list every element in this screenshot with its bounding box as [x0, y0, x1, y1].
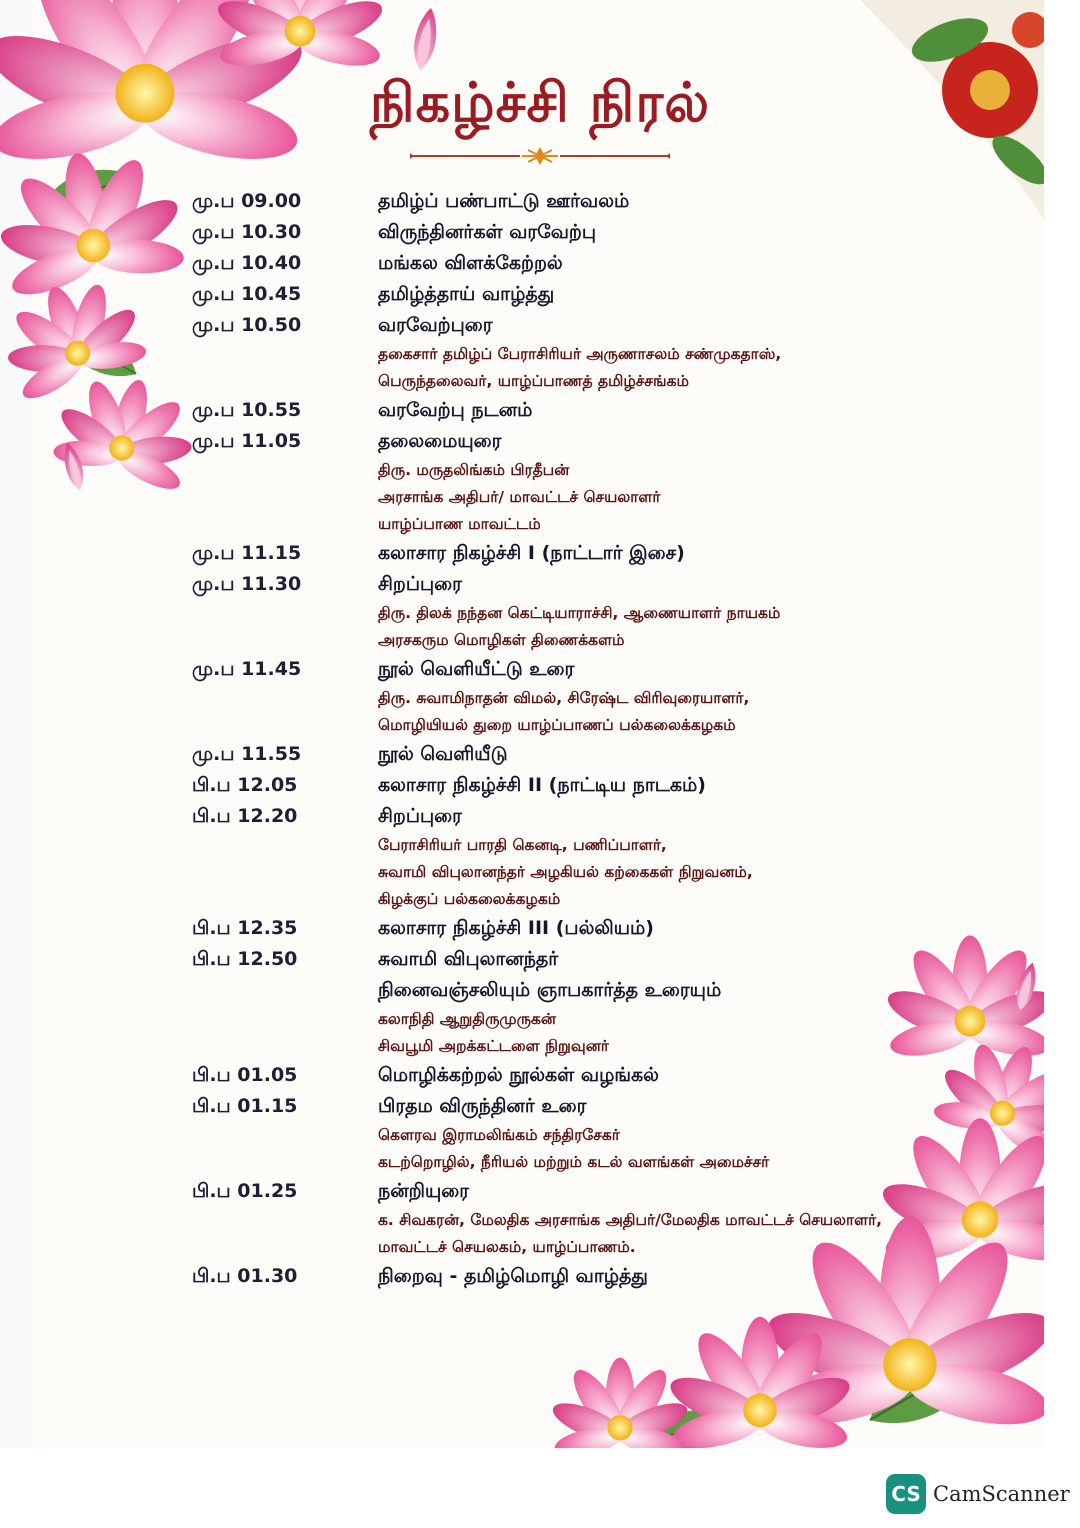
schedule-detail: கடற்றொழில், நீரியல் மற்றும் கடல் வளங்கள் அமைச்சர் — [378, 1153, 770, 1171]
schedule-row — [192, 310, 952, 395]
schedule-time: மு.ப 10.30 — [192, 221, 302, 243]
schedule-row — [192, 770, 952, 801]
schedule-content — [378, 1091, 952, 1176]
schedule-row — [192, 279, 952, 310]
schedule-row — [192, 1261, 952, 1292]
page-title: நிகழ்ச்சி நிரல் — [369, 70, 711, 134]
schedule-time: மு.ப 11.15 — [192, 542, 302, 564]
schedule-event: வரவேற்பு நடனம் — [378, 399, 533, 421]
schedule-event: சுவாமி விபுலானந்தர் — [378, 948, 559, 970]
schedule-time: மு.ப 11.30 — [192, 573, 302, 595]
schedule-event: நிறைவு - தமிழ்மொழி வாழ்த்து — [378, 1265, 648, 1287]
lotus-icon — [44, 362, 210, 499]
schedule-time: மு.ப 09.00 — [192, 190, 302, 212]
schedule-content — [378, 395, 952, 426]
schedule-time: மு.ப 10.55 — [192, 399, 302, 421]
schedule-time: பி.ப 12.05 — [192, 774, 298, 796]
schedule-time: மு.ப 11.45 — [192, 658, 302, 680]
schedule-content — [378, 944, 952, 1060]
schedule-detail: பெருந்தலைவர், யாழ்ப்பாணத் தமிழ்ச்சங்கம் — [378, 372, 689, 390]
schedule-event: விருந்தினர்கள் வரவேற்பு — [378, 221, 596, 243]
schedule-detail: அரசகரும மொழிகள் திணைக்களம் — [378, 631, 625, 649]
schedule-event: சிறப்புரை — [378, 805, 462, 827]
schedule-time: பி.ப 01.15 — [192, 1095, 298, 1117]
schedule-event: வரவேற்புரை — [378, 314, 493, 336]
schedule-row — [192, 217, 952, 248]
schedule-row — [192, 569, 952, 654]
schedule-row — [192, 801, 952, 913]
schedule-time: மு.ப 11.55 — [192, 743, 302, 765]
schedule-content — [378, 186, 952, 217]
schedule-row — [192, 1060, 952, 1091]
schedule-time: பி.ப 01.05 — [192, 1064, 298, 1086]
schedule-event: சிறப்புரை — [378, 573, 462, 595]
schedule-time: பி.ப 01.25 — [192, 1180, 298, 1202]
schedule-detail: கிழக்குப் பல்கலைக்கழகம் — [378, 890, 561, 908]
schedule-content — [378, 739, 952, 770]
schedule-event: நன்றியுரை — [378, 1180, 470, 1202]
schedule-row — [192, 538, 952, 569]
schedule-row — [192, 1176, 952, 1261]
schedule-row — [192, 395, 952, 426]
schedule-content — [378, 770, 952, 801]
schedule-time: பி.ப 01.30 — [192, 1265, 298, 1287]
schedule-detail: மாவட்டச் செயலகம், யாழ்ப்பாணம். — [378, 1238, 636, 1256]
schedule-event: நூல் வெளியீடு — [378, 743, 508, 765]
schedule-content — [378, 248, 952, 279]
schedule-event: தலைமையுரை — [378, 430, 502, 452]
schedule-detail: திரு. மருதலிங்கம் பிரதீபன் — [378, 461, 570, 479]
schedule-time: பி.ப 12.50 — [192, 948, 298, 970]
schedule-content — [378, 801, 952, 913]
schedule-event: கலாசார நிகழ்ச்சி II (நாட்டிய நாடகம்) — [378, 774, 706, 796]
schedule-event: நூல் வெளியீட்டு உரை — [378, 658, 575, 680]
schedule-detail: திரு. திலக் நந்தன கெட்டியாராச்சி, ஆணையாளர் நாயகம் — [378, 604, 781, 622]
schedule-time: மு.ப 11.05 — [192, 430, 302, 452]
schedule-event: தமிழ்ப் பண்பாட்டு ஊர்வலம் — [378, 190, 630, 212]
camscanner-watermark — [886, 1474, 1070, 1514]
schedule-row — [192, 944, 952, 1060]
schedule-content — [378, 1261, 952, 1292]
schedule-row — [192, 426, 952, 538]
camscanner-logo-icon: CS — [886, 1474, 926, 1514]
schedule-row — [192, 739, 952, 770]
schedule-event: தமிழ்த்தாய் வாழ்த்து — [378, 283, 555, 305]
schedule-event-continued: நினைவஞ்சலியும் ஞாபகார்த்த உரையும் — [378, 979, 722, 1001]
schedule-content — [378, 426, 952, 538]
schedule-detail: சிவபூமி அறக்கட்டளை நிறுவுனர் — [378, 1037, 609, 1055]
schedule-content — [378, 217, 952, 248]
schedule-detail: கலாநிதி ஆறுதிருமுருகன் — [378, 1010, 556, 1028]
schedule-detail: அரசாங்க அதிபர்/ மாவட்டச் செயலாளர் — [378, 488, 661, 506]
schedule-detail: யாழ்ப்பாண மாவட்டம் — [378, 515, 541, 533]
schedule-event: பிரதம விருந்தினர் உரை — [378, 1095, 587, 1117]
schedule-content — [378, 654, 952, 739]
schedule-row — [192, 248, 952, 279]
schedule-content — [378, 913, 952, 944]
schedule-event: கலாசார நிகழ்ச்சி I (நாட்டார் இசை) — [378, 542, 685, 564]
schedule-list — [192, 186, 952, 1292]
schedule-detail: க. சிவகரன், மேலதிக அரசாங்க அதிபர்/மேலதிக மாவட்டச் செயலாளர், — [378, 1211, 883, 1229]
lotus-icon — [548, 1358, 692, 1462]
schedule-time: மு.ப 10.45 — [192, 283, 302, 305]
lotus-icon — [0, 137, 195, 306]
schedule-row — [192, 186, 952, 217]
title-divider — [410, 146, 670, 166]
schedule-row — [192, 1091, 952, 1176]
schedule-detail: திரு. சுவாமிநாதன் விமல், சிரேஷ்ட விரிவுரையாளர், — [378, 689, 750, 707]
schedule-time: மு.ப 10.40 — [192, 252, 302, 274]
schedule-content — [378, 279, 952, 310]
schedule-content — [378, 538, 952, 569]
schedule-event: கலாசார நிகழ்ச்சி III (பல்லியம்) — [378, 917, 654, 939]
schedule-detail: சுவாமி விபுலானந்தர் அழகியல் கற்கைகள் நிறுவனம், — [378, 863, 753, 881]
schedule-time: மு.ப 10.50 — [192, 314, 302, 336]
schedule-detail: தகைசார் தமிழ்ப் பேராசிரியர் அருணாசலம் சண்முகதாஸ், — [378, 345, 782, 363]
schedule-content — [378, 1176, 952, 1261]
schedule-row — [192, 654, 952, 739]
camscanner-label: CamScanner — [933, 1482, 1070, 1506]
schedule-detail: பேராசிரியர் பாரதி கெனடி, பணிப்பாளர், — [378, 836, 667, 854]
schedule-time: பி.ப 12.35 — [192, 917, 298, 939]
schedule-event: மங்கல விளக்கேற்றல் — [378, 252, 563, 274]
schedule-content — [378, 1060, 952, 1091]
schedule-detail: கௌரவ இராமலிங்கம் சந்திரசேகர் — [378, 1126, 620, 1144]
schedule-content — [378, 310, 952, 395]
schedule-content — [378, 569, 952, 654]
schedule-event: மொழிக்கற்றல் நூல்கள் வழங்கல் — [378, 1064, 659, 1086]
lotus-icon — [212, 0, 388, 72]
schedule-detail: மொழியியல் துறை யாழ்ப்பாணப் பல்கலைக்கழகம் — [378, 716, 736, 734]
lotus-bud-icon — [410, 6, 441, 72]
schedule-time: பி.ப 12.20 — [192, 805, 298, 827]
schedule-row — [192, 913, 952, 944]
